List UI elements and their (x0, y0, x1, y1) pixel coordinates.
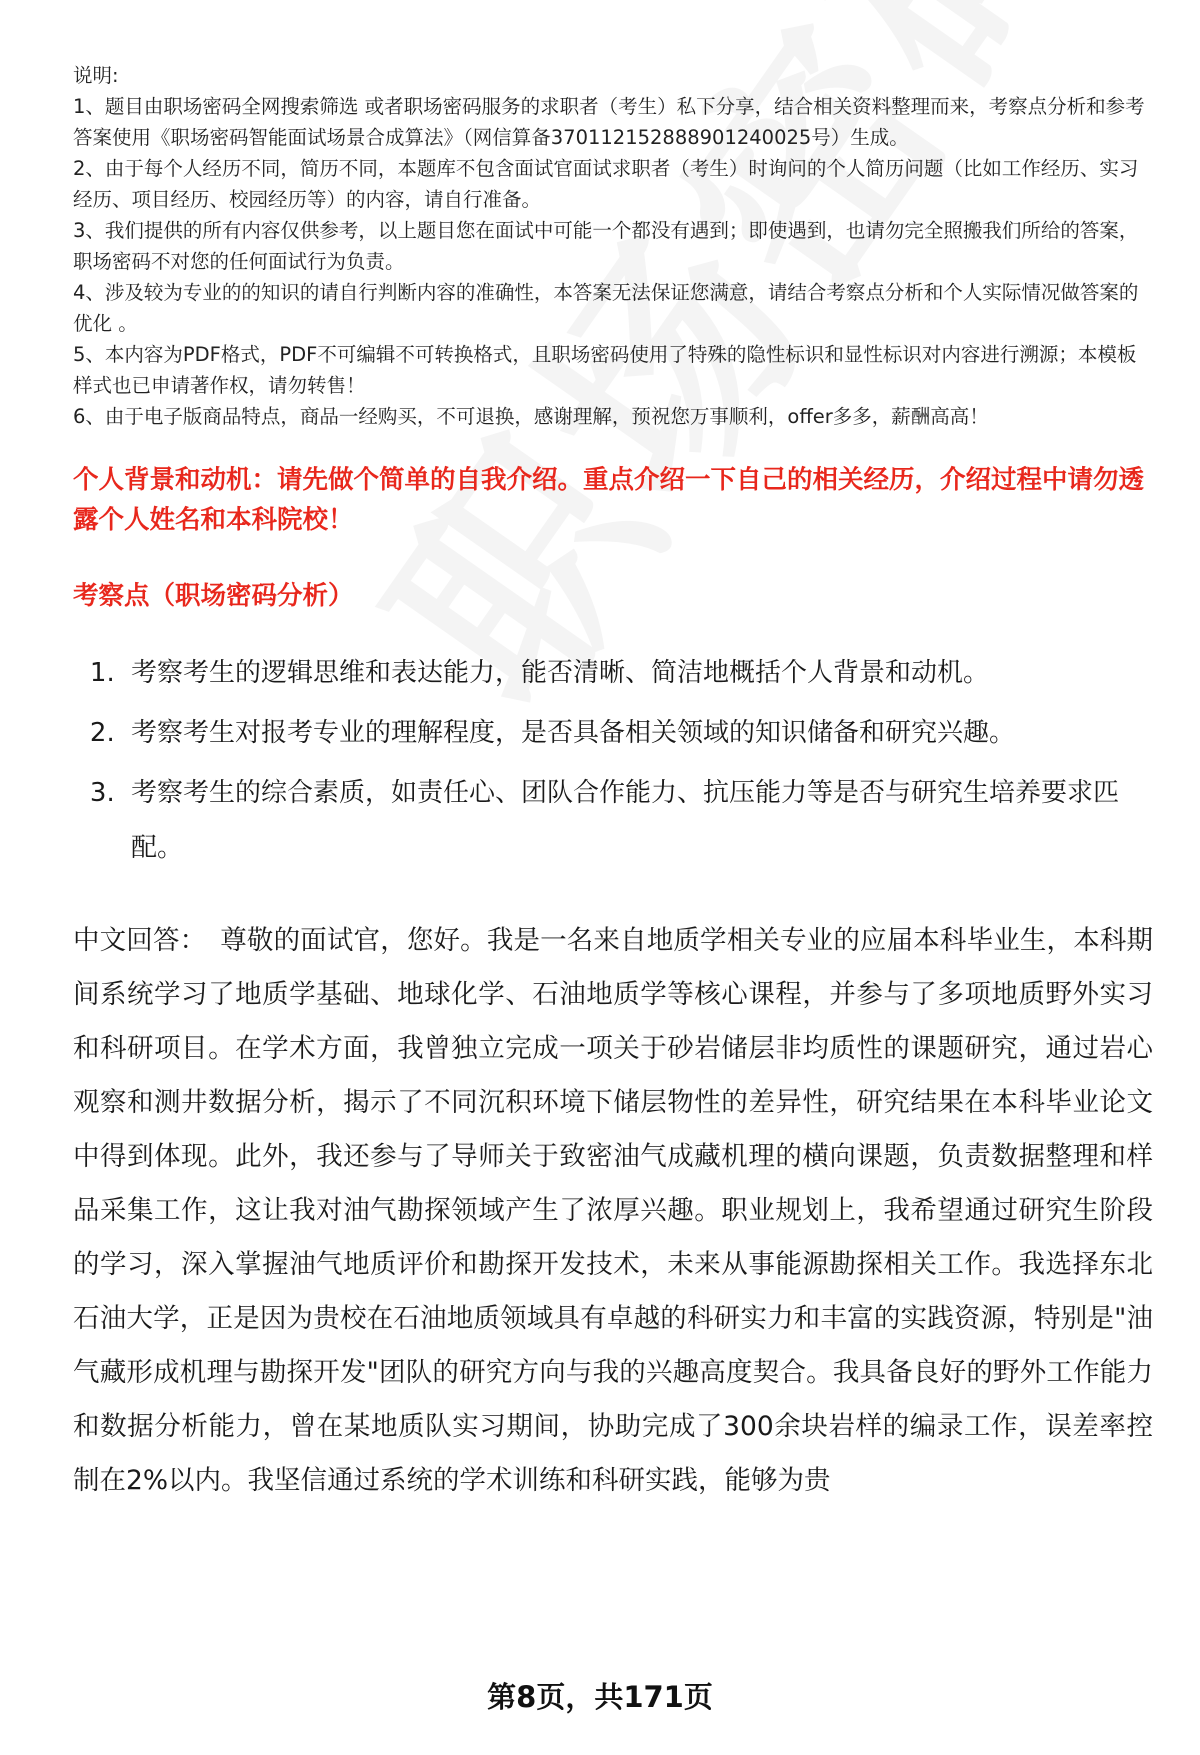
notes-title: 说明: (73, 64, 119, 87)
analysis-point: 2. 考察考生对报考专业的理解程度，是否具备相关领域的知识储备和研究兴趣。 (123, 706, 1153, 761)
answer-prefix: 中文回答： (73, 925, 207, 956)
note-item: 4、涉及较为专业的的知识的请自行判断内容的准确性，本答案无法保证您满意，请结合考察点分析和个人实际情况做答案的优化 。 (73, 281, 1139, 335)
analysis-points (73, 646, 1153, 876)
analysis-point: 3. 考察考生的综合素质，如责任心、团队合作能力、抗压能力等是否与研究生培养要求匹配。 (123, 766, 1153, 876)
note-item: 3、我们提供的所有内容仅供参考，以上题目您在面试中可能一个都没有遇到；即使遇到，也请勿完全照搬我们所给的答案，职场密码不对您的任何面试行为负责。 (73, 219, 1139, 273)
answer-text: 尊敬的面试官，您好。我是一名来自地质学相关专业的应届本科毕业生，本科期间系统学习了地质学基础、地球化学、石油地质学等核心课程，并参与了多项地质野外实习和科研项目。在学术方面，我曾独立完成一项关于砂岩储层非均质性的课题研究，通过岩心观察和测井数据分析，揭示了不同沉积环境下储层物性的差异性，研究结果在本科毕业论文中得到体现。此外，我还参与了导师关于致密油气成藏机理的横向课题，负责数据整理和样品采集工作，这让我对油气勘探领域产生了浓厚兴趣。职业规划上，我希望通过研究生阶段的学习，深入掌握油气地质评价和勘探开发技术，未来从事能源勘探相关工作。我选择东北石油大学，正是因为贵校在石油地质领域具有卓越的科研实力和丰富的实践资源，特别是"油气藏形成机理与勘探开发"团队的研究方向与我的兴趣高度契合。我具备良好的野外工作能力和数据分析能力，曾在某地质队实习期间，协助完成了300余块岩样的编录工作，误差率控制在2%以内。我坚信通过系统的学术训练和科研实践，能够为贵 (73, 925, 1154, 1496)
document-page (73, 60, 1153, 1508)
question-heading: 个人背景和动机：请先做个简单的自我介绍。重点介绍一下自己的相关经历，介绍过程中请勿透露个人姓名和本科院校！ (73, 465, 1145, 535)
page-footer: 第8页，共171页 (487, 1680, 713, 1714)
note-item: 6、由于电子版商品特点，商品一经购买，不可退换，感谢理解，预祝您万事顺利，offer多多，薪酬高高！ (73, 405, 989, 428)
note-item: 5、本内容为PDF格式，PDF不可编辑不可转换格式，且职场密码使用了特殊的隐性标识和显性标识对内容进行溯源；本模板样式也已申请著作权，请勿转售！ (73, 343, 1137, 397)
note-item: 2、由于每个人经历不同，简历不同，本题库不包含面试官面试求职者（考生）时询问的个人简历问题（比如工作经历、实习经历、项目经历、校园经历等）的内容，请自行准备。 (73, 157, 1139, 211)
answer-paragraph (73, 914, 1153, 1508)
notes-block (73, 60, 1153, 432)
note-item: 1、题目由职场密码全网搜索筛选 或者职场密码服务的求职者（考生）私下分享，结合相关资料整理而来，考察点分析和参考答案使用《职场密码智能面试场景合成算法》（网信算备370112152888901240025号）生成。 (73, 95, 1145, 149)
analysis-point: 1. 考察考生的逻辑思维和表达能力，能否清晰、简洁地概括个人背景和动机。 (123, 646, 1153, 701)
analysis-label: 考察点（职场密码分析） (73, 581, 354, 611)
